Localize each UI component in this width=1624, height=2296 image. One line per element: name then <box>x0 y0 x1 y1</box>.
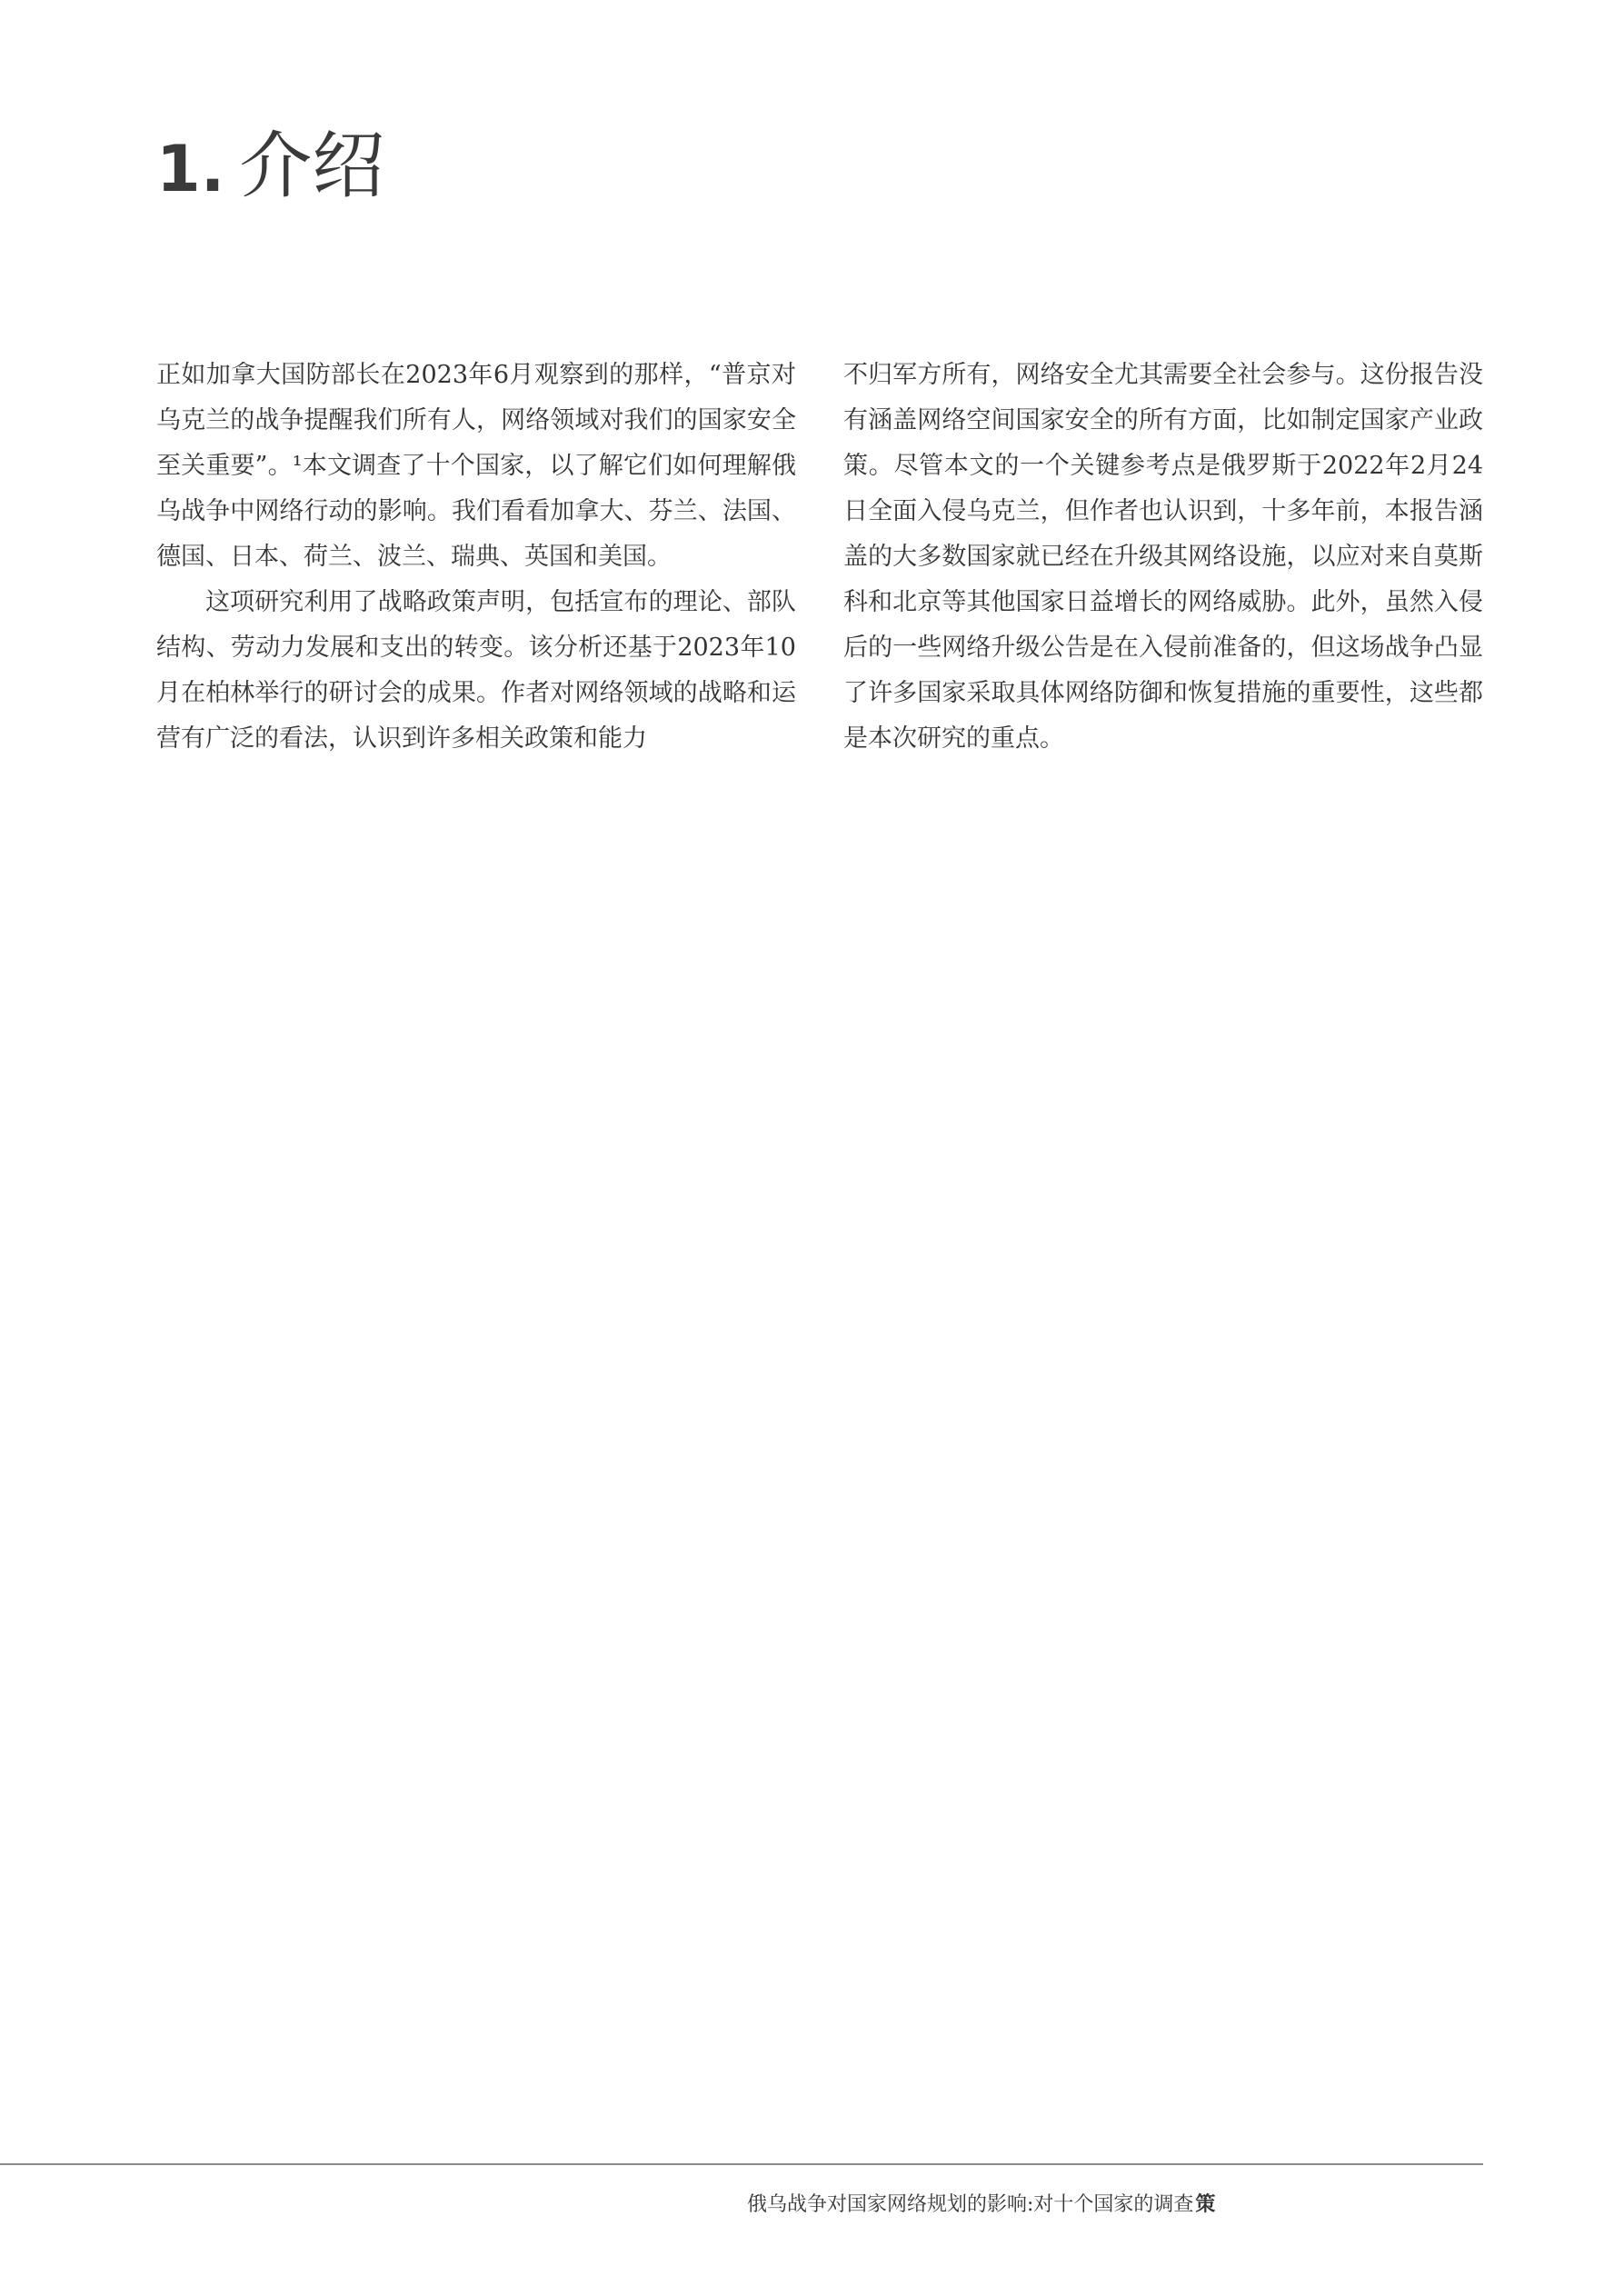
footer-divider <box>0 2163 1483 2165</box>
body-paragraph: 正如加拿大国防部长在2023年6月观察到的那样，“普京对乌克兰的战争提醒我们所有人，网络领域对我们的国家安全至关重要”。¹本文调查了十个国家，以了解它们如何理解俄乌战争中网络行动的影响。我们看看加拿大、芬兰、法国、德国、日本、荷兰、波兰、瑞典、英国和美国。 <box>156 361 796 571</box>
body-paragraph: 不归军方所有，网络安全尤其需要全社会参与。这份报告没有涵盖网络空间国家安全的所有方面，比如制定国家产业政策。尽管本文的一个关键参考点是俄罗斯于2022年2月24日全面入侵乌克兰，但作者也认识到，十多年前，本报告涵盖的大多数国家就已经在升级其网络设施，以应对来自莫斯科和北京等其他国家日益增长的网络威胁。此外，虽然入侵后的一些网络升级公告是在入侵前准备的，但这场战争凸显了许多国家采取具体网络防御和恢复措施的重要性，这些都是本次研究的重点。 <box>843 361 1483 753</box>
section-number: 1. <box>156 132 225 206</box>
right-column <box>843 353 1483 762</box>
page-title <box>156 107 384 212</box>
page-number: 策 <box>1195 2192 1216 2216</box>
body-paragraph: 这项研究利用了战略政策声明，包括宣布的理论、部队结构、劳动力发展和支出的转变。该分析还基于2023年10月在柏林举行的研讨会的成果。作者对网络领域的战略和运营有广泛的看法，认识到许多相关政策和能力 <box>156 588 796 753</box>
running-title: 俄乌战争对国家网络规划的影响:对十个国家的调查 <box>747 2193 1194 2216</box>
section-title: 介绍 <box>239 124 385 208</box>
footer <box>747 2189 1215 2217</box>
left-column <box>156 353 796 762</box>
